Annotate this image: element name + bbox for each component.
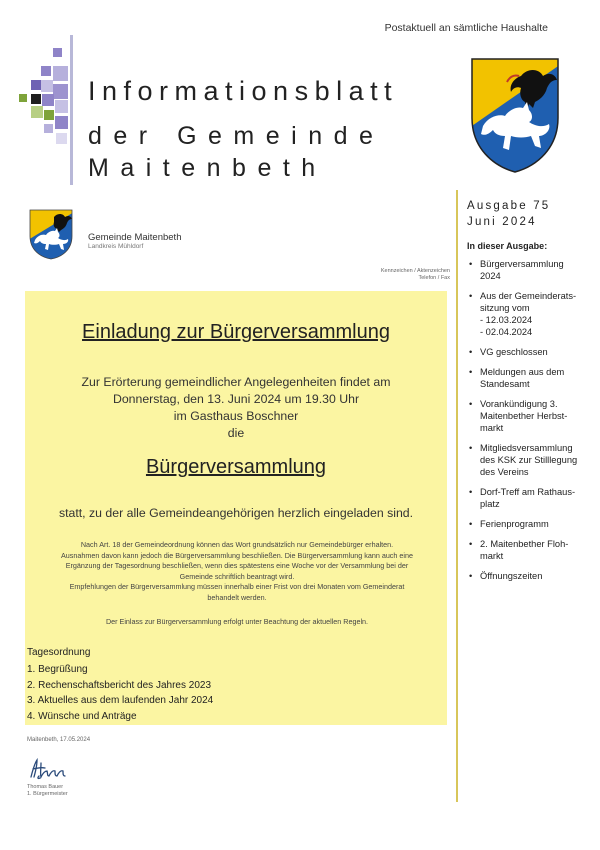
toc-item: • Mitgliedsversammlung des KSK zur Stilllegung des Vereins — [469, 443, 578, 477]
article-text: Nach Art. 18 der Gemeindeordnung können das Wort grundsätzlich nur Gemeindebürger erhalten. Ausnahmen davon kann jedoch die Bürgerversammlung beschließen. Die Bürgerversammlung kann auch eine Ergänzung der Tagesordnung beschließen, wenn dies spätestens eine Woche vor der Versammlung bei der Gemeinde schriftlich beantragt wird. Empfehlungen der Bürgerversammlung müssen innerhalb einer Frist von drei Monaten vom Gemeinderat behandelt werden. — [61, 540, 413, 602]
letterhead-name: Gemeinde Maitenbeth — [88, 232, 182, 243]
invitation-intro: Zur Erörterung gemeindlicher Angelegenheiten findet am Donnerstag, den 13. Juni 2024 um 19.30 Uhr im Gasthaus Boschner die — [81, 375, 391, 440]
toc-item: • Meldungen aus dem Standesamt — [469, 367, 565, 389]
issue-info — [467, 198, 550, 230]
toc-list — [467, 258, 592, 590]
signer-role: 1. Bürgermeister — [27, 791, 68, 797]
coat-of-arms-icon — [469, 56, 561, 174]
toc-item: • Aus der Gemeinderats- sitzung vom - 12.03.2024 - 02.04.2024 — [469, 291, 577, 337]
agenda-heading: Tagesordnung — [27, 647, 91, 658]
invitation-title: Einladung zur Bürgerversammlung — [82, 321, 390, 343]
in-this-issue-heading: In dieser Ausgabe: — [467, 241, 548, 251]
agenda-item: 3. Aktuelles aus dem laufenden Jahr 2024 — [27, 695, 214, 706]
invitation-statement: statt, zu der alle Gemeindeangehörigen herzlich eingeladen sind. — [58, 506, 414, 520]
signature-icon — [27, 757, 89, 781]
page-subtitle-2: Maitenbeth — [88, 154, 327, 182]
letter-date: Maitenbeth, 17.05.2024 — [27, 737, 91, 743]
agenda-item: 4. Wünsche und Anträge — [27, 710, 137, 722]
toc-item: • VG geschlossen — [469, 347, 548, 357]
letterhead-sub: Landkreis Mühldorf — [88, 243, 144, 250]
agenda-item: 1. Begrüßung — [27, 664, 88, 675]
postal-note: Postaktuell an sämtliche Haushalte — [384, 22, 548, 34]
toc-item: • Ferienprogramm — [469, 519, 549, 529]
toc-item: • Öffnungszeiten — [469, 571, 543, 581]
sidebar-divider — [456, 190, 458, 802]
agenda-list — [27, 662, 213, 724]
meeting-heading: Bürgerversammlung — [145, 456, 327, 478]
toc-item: • Vorankündigung 3. Maitenbether Herbst- markt — [469, 399, 568, 433]
toc-item: • Bürgerversammlung 2024 — [469, 259, 564, 281]
page-subtitle-1: der Gemeinde — [88, 122, 385, 150]
small-coat-of-arms-icon — [28, 208, 74, 260]
agenda-item: 2. Rechenschaftsbericht des Jahres 2023 — [27, 679, 211, 691]
header-divider — [70, 35, 73, 185]
signer-name: Thomas Bauer — [27, 784, 64, 790]
issue-date: Juni 2024 — [467, 216, 537, 228]
mosaic-logo — [0, 0, 80, 200]
toc-item: • 2. Maitenbether Floh- markt — [469, 539, 569, 561]
letterhead-refs: Kennzeichen / Aktenzeichen Telefon / Fax — [380, 268, 450, 281]
page-title: Informationsblatt — [88, 76, 399, 106]
signer-block — [27, 784, 68, 798]
admission-note: Der Einlass zur Bürgerversammlung erfolgt unter Beachtung der aktuellen Regeln. — [105, 617, 369, 626]
toc-item: • Dorf-Treff am Rathaus- platz — [469, 487, 576, 509]
issue-number: Ausgabe 75 — [467, 200, 551, 212]
